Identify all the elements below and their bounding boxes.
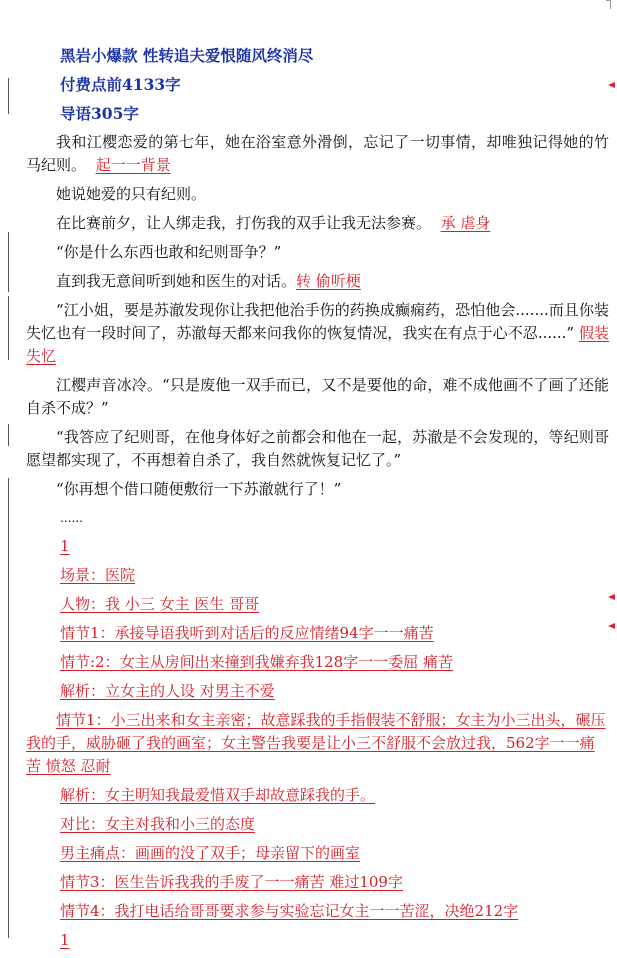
outline-number: 1: [60, 537, 70, 555]
outline-plot-2: 情节:2：女主从房间出来撞到我嫌弃我128字一一委屈 痛苦: [60, 653, 453, 671]
paragraph: 她说她爱的只有纪则。: [56, 185, 207, 203]
outline-number-2: 1: [60, 931, 70, 949]
outline-pain-point: 男主痛点：画画的没了双手；母亲留下的画室: [60, 844, 361, 862]
document-title: 黑岩小爆款 性转追夫爱恨随风终消尽: [60, 46, 314, 65]
outline-plot-1b: 情节1：小三出来和女主亲密；故意踩我的手指假装不舒服；女主为小三出头，碾压我的手，威胁砸了我的画室；女主警告我要是让小三不舒服不会放过我，562字一一痛苦 愤怒 忍耐: [26, 711, 606, 775]
paragraph: “我答应了纪则哥，在他身体好之前都会和他在一起，苏澈是不会发现的，等纪则哥愿望都实现了，不再想着自杀了，我自然就恢复记忆了。”: [26, 428, 609, 469]
document-page: [26, 44, 609, 958]
paragraph: “你是什么东西也敢和纪则哥争？”: [56, 243, 282, 261]
change-bar: [8, 478, 9, 938]
comment-arrow-icon: [608, 82, 615, 88]
outline-plot-1: 情节1：承接导语我听到对话后的反应情绪94字一一痛苦: [60, 624, 434, 642]
paragraph: 在比赛前夕，让人绑走我，打伤我的双手让我无法参赛。 承 虐身: [56, 214, 491, 232]
outline-scene: 场景：医院: [60, 566, 136, 584]
outline-analysis-2: 解析：女主明知我最爱惜双手却故意踩我的手。: [60, 786, 376, 804]
change-bar: [8, 78, 9, 114]
change-bar: [8, 232, 9, 292]
outline-contrast: 对比：女主对我和小三的态度: [60, 815, 256, 833]
page-corner-mark: [606, 0, 611, 9]
outline-plot-3: 情节3：医生告诉我我的手废了一一痛苦 难过109字: [60, 873, 403, 891]
comment-arrow-icon: [608, 623, 615, 629]
ellipsis: ......: [60, 511, 83, 525]
annotation-tag: 转 偷听梗: [296, 272, 361, 290]
outline-characters: 人物：我 小三 女主 医生 哥哥: [60, 595, 260, 613]
outline-plot-4: 情节4：我打电话给哥哥要求参与实验忘记女主一一苦涩，决绝212字: [60, 902, 519, 920]
paragraph: “你再想个借口随便敷衍一下苏澈就行了！”: [56, 480, 342, 498]
annotation-tag: 起一一背景: [95, 156, 171, 174]
outline-analysis-1: 解析：立女主的人设 对男主不爱: [60, 682, 275, 700]
intro-count: 导语305字: [60, 104, 139, 123]
comment-arrow-icon: [608, 594, 615, 600]
paragraph: 直到我无意间听到她和医生的对话。转 偷听梗: [56, 272, 361, 290]
change-bar: [8, 424, 9, 446]
paragraph: “江小姐，要是苏澈发现你让我把他治手伤的药换成癫痫药，恐怕他会.......而且你装失忆也有一段时间了，苏澈每天都来问我你的恢复情况，我实在有点于心不忍......” 假装失忆: [26, 301, 609, 365]
paywall-count: 付费点前4133字: [60, 75, 181, 94]
change-bar: [8, 296, 9, 360]
paragraph: 我和江樱恋爱的第七年，她在浴室意外滑倒，忘记了一切事情，却唯独记得她的竹马纪则。 起一一背景: [26, 133, 609, 174]
annotation-tag: 假装失忆: [26, 324, 609, 365]
annotation-tag: 承 虐身: [440, 214, 491, 232]
paragraph: 江樱声音冰冷。“只是废他一双手而已，又不是要他的命，难不成他画不了画了还能自杀不成？”: [26, 376, 609, 417]
